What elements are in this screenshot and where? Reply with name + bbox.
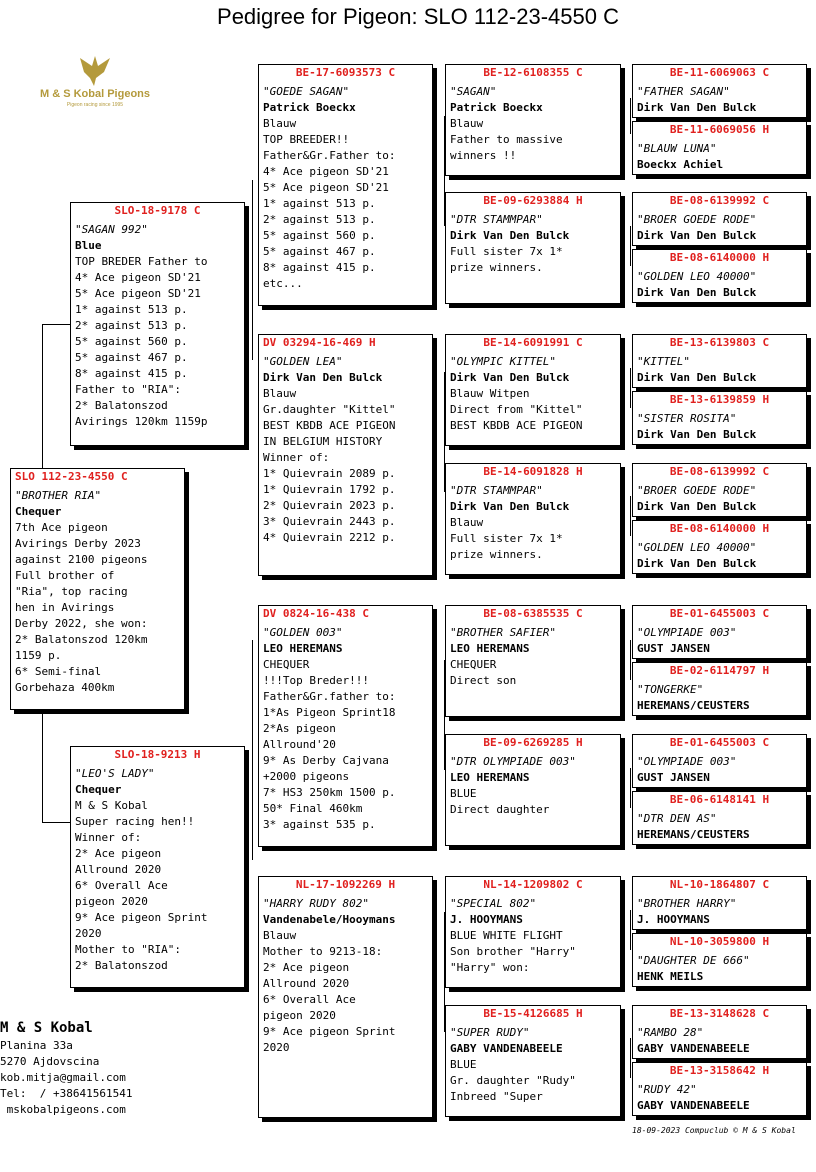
ring-number: NL-17-1092269 H — [295, 878, 396, 891]
info-line: Winner of: — [75, 831, 142, 844]
info-line: Full brother of — [15, 569, 115, 582]
gen4-card-10[interactable] — [632, 662, 807, 716]
pigeon-name: "BROER GOEDE RODE" — [637, 213, 757, 226]
info-line: 8* against 415 p. — [75, 367, 188, 380]
info-line: 9* As Derby Cajvana — [263, 754, 389, 767]
pigeon-name: "DTR STAMMPAR" — [450, 484, 543, 497]
info-line: 3* against 535 p. — [263, 818, 376, 831]
pigeon-owner: J. HOOYMANS — [450, 913, 523, 926]
ring-number: BE-17-6093573 C — [295, 66, 396, 79]
info-line: hen in Avirings — [15, 601, 115, 614]
ring-number: SLO-18-9178 C — [114, 204, 201, 217]
pigeon-name: "GOLDEN LEO 40000" — [637, 541, 757, 554]
info-line: !!!Top Breder!!! — [263, 674, 369, 687]
gen4-card-16[interactable] — [632, 1062, 807, 1116]
info-line: Mother to "RIA": — [75, 943, 181, 956]
info-line: 9* Ace pigeon Sprint — [263, 1025, 396, 1038]
gen4-card-15[interactable] — [632, 1005, 807, 1059]
pigeon-name: "TONGERKE" — [637, 683, 704, 696]
gen3-card-ssd[interactable] — [445, 192, 621, 304]
info-line: pigeon 2020 — [263, 1009, 336, 1022]
pigeon-owner: Dirk Van Den Bulck — [637, 371, 757, 384]
brand-logo — [30, 52, 160, 112]
gen4-card-4[interactable] — [632, 249, 807, 303]
info-line: 7* HS3 250km 1500 p. — [263, 786, 396, 799]
info-line: Winner of: — [263, 451, 330, 464]
info-line: 1* Quievrain 2089 p. — [263, 467, 396, 480]
info-line: 1* against 513 p. — [263, 197, 376, 210]
pigeon-name: "GOLDEN LEA" — [263, 355, 343, 368]
page-title: Pedigree for Pigeon: SLO 112-23-4550 C — [217, 4, 619, 29]
contact-line: 5270 Ajdovscina — [0, 1055, 100, 1068]
ring-number: NL-14-1209802 C — [483, 878, 583, 891]
gen4-card-12[interactable] — [632, 791, 807, 845]
info-line: 2* Balatonszod — [75, 399, 168, 412]
ring-number: BE-08-6385535 C — [483, 607, 583, 620]
ring-number: BE-11-6069056 H — [669, 123, 770, 136]
info-line: 2* Balatonszod 120km — [15, 633, 148, 646]
info-line: 2* against 513 p. — [75, 319, 188, 332]
pigeon-name: "GOLDEN LEO 40000" — [637, 270, 757, 283]
pigeon-owner: Dirk Van Den Bulck — [637, 557, 757, 570]
gen4-card-11[interactable] — [632, 734, 807, 788]
info-line: Blauw — [450, 117, 484, 130]
info-line: CHEQUER — [263, 658, 310, 671]
pigeon-name: "SAGAN" — [450, 85, 497, 98]
pigeon-owner: Dirk Van Den Bulck — [450, 371, 570, 384]
info-line: 2* against 513 p. — [263, 213, 376, 226]
pigeon-owner: J. HOOYMANS — [637, 913, 710, 926]
gen4-card-6[interactable] — [632, 391, 807, 445]
info-line: Avirings Derby 2023 — [15, 537, 141, 550]
pigeon-owner: LEO HEREMANS — [450, 771, 530, 784]
pigeon-owner: GABY VANDENABEELE — [637, 1042, 750, 1055]
gen4-card-2[interactable] — [632, 121, 807, 175]
pigeon-owner: Patrick Boeckx — [263, 101, 356, 114]
pigeon-name: "RAMBO 28" — [637, 1026, 704, 1039]
ring-number: DV 03294-16-469 H — [263, 336, 376, 349]
info-line: 6* Overall Ace — [75, 879, 168, 892]
info-line: Super racing hen!! — [75, 815, 195, 828]
gen3-card-sdd[interactable] — [445, 463, 621, 575]
pigeon-name: "LEO'S LADY" — [75, 767, 155, 780]
info-line: prize winners. — [450, 261, 543, 274]
pigeon-name: "SISTER ROSITA" — [637, 412, 737, 425]
info-line: Blauw Witpen — [450, 387, 530, 400]
pigeon-name: "DTR STAMMPAR" — [450, 213, 543, 226]
pigeon-owner: Vandenabele/Hooymans — [263, 913, 396, 926]
pigeon-name: "BROER GOEDE RODE" — [637, 484, 757, 497]
info-line: Father to massive — [450, 133, 563, 146]
gen3-card-sss[interactable] — [445, 64, 621, 176]
ring-number: BE-13-6139803 C — [669, 336, 770, 349]
gen3-card-dds[interactable] — [445, 876, 621, 988]
contact-website[interactable]: mskobalpigeons.com — [0, 1103, 126, 1116]
info-line: Blauw — [263, 929, 297, 942]
info-line: 2* Ace pigeon — [263, 961, 350, 974]
ring-number: DV 0824-16-438 C — [263, 607, 369, 620]
info-line: Allround'20 — [263, 738, 336, 751]
ring-number: BE-06-6148141 H — [669, 793, 770, 806]
pigeon-owner: GABY VANDENABEELE — [637, 1099, 750, 1112]
pigeon-name: "BLAUW LUNA" — [637, 142, 717, 155]
pigeon-owner: Chequer — [75, 783, 122, 796]
pigeon-owner: GUST JANSEN — [637, 771, 710, 784]
pigeon-name: "OLYMPIADE 003" — [637, 755, 737, 768]
info-line: 8* against 415 p. — [263, 261, 376, 274]
info-line: Derby 2022, she won: — [15, 617, 148, 630]
gen4-card-1[interactable] — [632, 64, 807, 118]
pigeon-name: "SUPER RUDY" — [450, 1026, 530, 1039]
info-line: TOP BREEDER!! — [263, 133, 350, 146]
pigeon-name: "DTR OLYMPIADE 003" — [450, 755, 576, 768]
ring-number: SLO-18-9213 H — [114, 748, 201, 761]
pigeon-name: "GOEDE SAGAN" — [263, 85, 350, 98]
info-line: 2020 — [75, 927, 102, 940]
ring-number: BE-08-6140000 H — [669, 522, 770, 535]
contact-email[interactable]: kob.mitja@gmail.com — [0, 1071, 126, 1084]
ring-number: BE-12-6108355 C — [483, 66, 583, 79]
subject-pigeon-card[interactable] — [10, 468, 185, 710]
sire-sire-card[interactable] — [258, 64, 433, 306]
ring-number: BE-14-6091828 H — [483, 465, 583, 478]
gen3-card-ddd[interactable] — [445, 1005, 621, 1117]
footer-note: 18-09-2023 Compuclub © M & S Kobal — [632, 1126, 796, 1135]
info-line: Direct son — [450, 674, 517, 687]
info-line: 4* Quievrain 2212 p. — [263, 531, 396, 544]
pigeon-owner: Patrick Boeckx — [450, 101, 543, 114]
pigeon-name: "OLYMPIC KITTEL" — [450, 355, 556, 368]
info-line: Full sister 7x 1* — [450, 532, 563, 545]
pigeon-owner: GABY VANDENABEELE — [450, 1042, 563, 1055]
brand-name: M & S Kobal Pigeons — [39, 88, 150, 100]
info-line: etc... — [263, 277, 303, 290]
dam-sire-card[interactable] — [258, 605, 433, 847]
gen3-card-dsd[interactable] — [445, 734, 621, 846]
info-line: Gorbehaza 400km — [15, 681, 115, 694]
pigeon-owner: Dirk Van Den Bulck — [450, 229, 570, 242]
pigeon-name: "KITTEL" — [637, 355, 690, 368]
ring-number: NL-10-1864807 C — [669, 878, 770, 891]
info-line: Father to "RIA": — [75, 383, 181, 396]
pigeon-owner: Dirk Van Den Bulck — [637, 101, 757, 114]
info-line: 2* Ace pigeon — [75, 847, 162, 860]
info-line: 2* Balatonszod — [75, 959, 168, 972]
dam-card[interactable] — [70, 746, 245, 988]
info-line: pigeon 2020 — [75, 895, 148, 908]
info-line: 50* Final 460km — [263, 802, 363, 815]
contact-name: M & S Kobal — [0, 1020, 93, 1036]
ring-number: SLO 112-23-4550 C — [15, 470, 128, 483]
gen4-card-13[interactable] — [632, 876, 807, 930]
pigeon-name: "BROTHER SAFIER" — [450, 626, 556, 639]
pigeon-name: "BROTHER RIA" — [15, 489, 102, 502]
ring-number: BE-14-6091991 C — [483, 336, 583, 349]
info-line: 1* against 513 p. — [75, 303, 188, 316]
info-line: winners !! — [450, 149, 517, 162]
info-line: Father&Gr.father to: — [263, 690, 396, 703]
pigeon-name: "DAUGHTER DE 666" — [637, 954, 750, 967]
gen4-card-8[interactable] — [632, 520, 807, 574]
ring-number: BE-08-6140000 H — [669, 251, 770, 264]
info-line: 5* against 467 p. — [263, 245, 376, 258]
pigeon-owner: LEO HEREMANS — [263, 642, 343, 655]
sire-dam-card[interactable] — [258, 334, 433, 576]
info-line: Gr.daughter "Kittel" — [263, 403, 396, 416]
info-line: Blauw — [263, 387, 297, 400]
ring-number: BE-13-6139859 H — [669, 393, 770, 406]
pigeon-name: "SAGAN 992" — [75, 223, 148, 236]
info-line: 2*As pigeon — [263, 722, 336, 735]
info-line: CHEQUER — [450, 658, 497, 671]
info-line: Father&Gr.Father to: — [263, 149, 396, 162]
ring-number: NL-10-3059800 H — [669, 935, 770, 948]
gen3-card-sds[interactable] — [445, 334, 621, 446]
contact-line: Planina 33a — [0, 1039, 73, 1052]
dam-dam-card[interactable] — [258, 876, 433, 1118]
info-line: 5* against 560 p. — [75, 335, 188, 348]
pigeon-owner: Chequer — [15, 505, 62, 518]
info-line: Gr. daughter "Rudy" — [450, 1074, 576, 1087]
ring-number: BE-08-6139992 C — [669, 465, 770, 478]
info-line: prize winners. — [450, 548, 543, 561]
pigeon-name: "GOLDEN 003" — [263, 626, 343, 639]
pigeon-owner: Boeckx Achiel — [637, 158, 724, 171]
pigeon-name: "OLYMPIADE 003" — [637, 626, 737, 639]
pigeon-owner: GUST JANSEN — [637, 642, 710, 655]
info-line: 9* Ace pigeon Sprint — [75, 911, 208, 924]
info-line: 1* Quievrain 1792 p. — [263, 483, 396, 496]
info-line: IN BELGIUM HISTORY — [263, 435, 383, 448]
pigeon-name: "SPECIAL 802" — [450, 897, 537, 910]
info-line: 4* Ace pigeon SD'21 — [263, 165, 389, 178]
info-line: 7th Ace pigeon — [15, 521, 108, 534]
pigeon-owner: Dirk Van Den Bulck — [450, 500, 570, 513]
gen4-card-5[interactable] — [632, 334, 807, 388]
info-line: Son brother "Harry" — [450, 945, 576, 958]
ring-number: BE-01-6455003 C — [669, 736, 770, 749]
ring-number: BE-15-4126685 H — [483, 1007, 583, 1020]
info-line: Blauw — [450, 516, 484, 529]
gen4-card-3[interactable] — [632, 192, 807, 246]
pigeon-owner: Dirk Van Den Bulck — [637, 500, 757, 513]
pigeon-name: "FATHER SAGAN" — [637, 85, 730, 98]
info-line: 5* Ace pigeon SD'21 — [75, 287, 201, 300]
info-line: 5* Ace pigeon SD'21 — [263, 181, 389, 194]
pigeon-name: "BROTHER HARRY" — [637, 897, 737, 910]
info-line: against 2100 pigeons — [15, 553, 148, 566]
pigeon-owner: HEREMANS/CEUSTERS — [637, 699, 750, 712]
info-line: Avirings 120km 1159p — [75, 415, 208, 428]
info-line: Direct daughter — [450, 803, 550, 816]
info-line: 6* Overall Ace — [263, 993, 356, 1006]
info-line: BEST KBDB ACE PIGEON — [450, 419, 583, 432]
info-line: Direct from "Kittel" — [450, 403, 583, 416]
info-line: Allround 2020 — [75, 863, 162, 876]
eagle-logo-icon — [30, 52, 160, 88]
info-line: TOP BREDER Father to — [75, 255, 208, 268]
info-line: 1159 p. — [15, 649, 62, 662]
contact-phone: Tel: / +38641561541 — [0, 1087, 133, 1100]
info-line: 5* against 467 p. — [75, 351, 188, 364]
pigeon-owner: Dirk Van Den Bulck — [637, 229, 757, 242]
pigeon-name: "RUDY 42" — [637, 1083, 697, 1096]
info-line: +2000 pigeons — [263, 770, 350, 783]
gen4-card-9[interactable] — [632, 605, 807, 659]
info-line: BEST KBDB ACE PIGEON — [263, 419, 396, 432]
pigeon-name: "DTR DEN AS" — [637, 812, 717, 825]
ring-number: BE-13-3158642 H — [669, 1064, 770, 1077]
brand-tagline: Pigeon racing since 1995 — [66, 102, 124, 108]
pigeon-owner: HEREMANS/CEUSTERS — [637, 828, 750, 841]
info-line: BLUE — [450, 787, 477, 800]
pigeon-owner: HENK MEILS — [637, 970, 704, 983]
info-line: Mother to 9213-18: — [263, 945, 383, 958]
ring-number: BE-13-3148628 C — [669, 1007, 770, 1020]
ring-number: BE-09-6293884 H — [483, 194, 583, 207]
info-line: 5* against 560 p. — [263, 229, 376, 242]
info-line: 2* Quievrain 2023 p. — [263, 499, 396, 512]
ring-number: BE-02-6114797 H — [669, 664, 770, 677]
ring-number: BE-01-6455003 C — [669, 607, 770, 620]
ring-number: BE-09-6269285 H — [483, 736, 583, 749]
sire-card[interactable] — [70, 202, 245, 446]
pigeon-owner: Dirk Van Den Bulck — [637, 428, 757, 441]
ring-number: BE-11-6069063 C — [669, 66, 770, 79]
pigeon-owner: LEO HEREMANS — [450, 642, 530, 655]
info-line: 2020 — [263, 1041, 290, 1054]
pigeon-owner: Dirk Van Den Bulck — [263, 371, 383, 384]
contact-block — [0, 1018, 132, 1118]
pigeon-name: "HARRY RUDY 802" — [263, 897, 369, 910]
info-line: 6* Semi-final — [15, 665, 102, 678]
info-line: M & S Kobal — [75, 799, 148, 812]
gen3-card-dss[interactable] — [445, 605, 621, 717]
gen4-card-7[interactable] — [632, 463, 807, 517]
ring-number: BE-08-6139992 C — [669, 194, 770, 207]
pigeon-owner: Dirk Van Den Bulck — [637, 286, 757, 299]
info-line: Inbreed "Super — [450, 1090, 543, 1103]
pigeon-owner: Blue — [75, 239, 102, 252]
info-line: 3* Quievrain 2443 p. — [263, 515, 396, 528]
info-line: 4* Ace pigeon SD'21 — [75, 271, 201, 284]
info-line: Blauw — [263, 117, 297, 130]
info-line: BLUE — [450, 1058, 477, 1071]
gen4-card-14[interactable] — [632, 933, 807, 987]
info-line: BLUE WHITE FLIGHT — [450, 929, 563, 942]
info-line: Allround 2020 — [263, 977, 350, 990]
info-line: Full sister 7x 1* — [450, 245, 563, 258]
info-line: "Harry" won: — [450, 961, 530, 974]
info-line: 1*As Pigeon Sprint18 — [263, 706, 396, 719]
info-line: "Ria", top racing — [15, 585, 128, 598]
